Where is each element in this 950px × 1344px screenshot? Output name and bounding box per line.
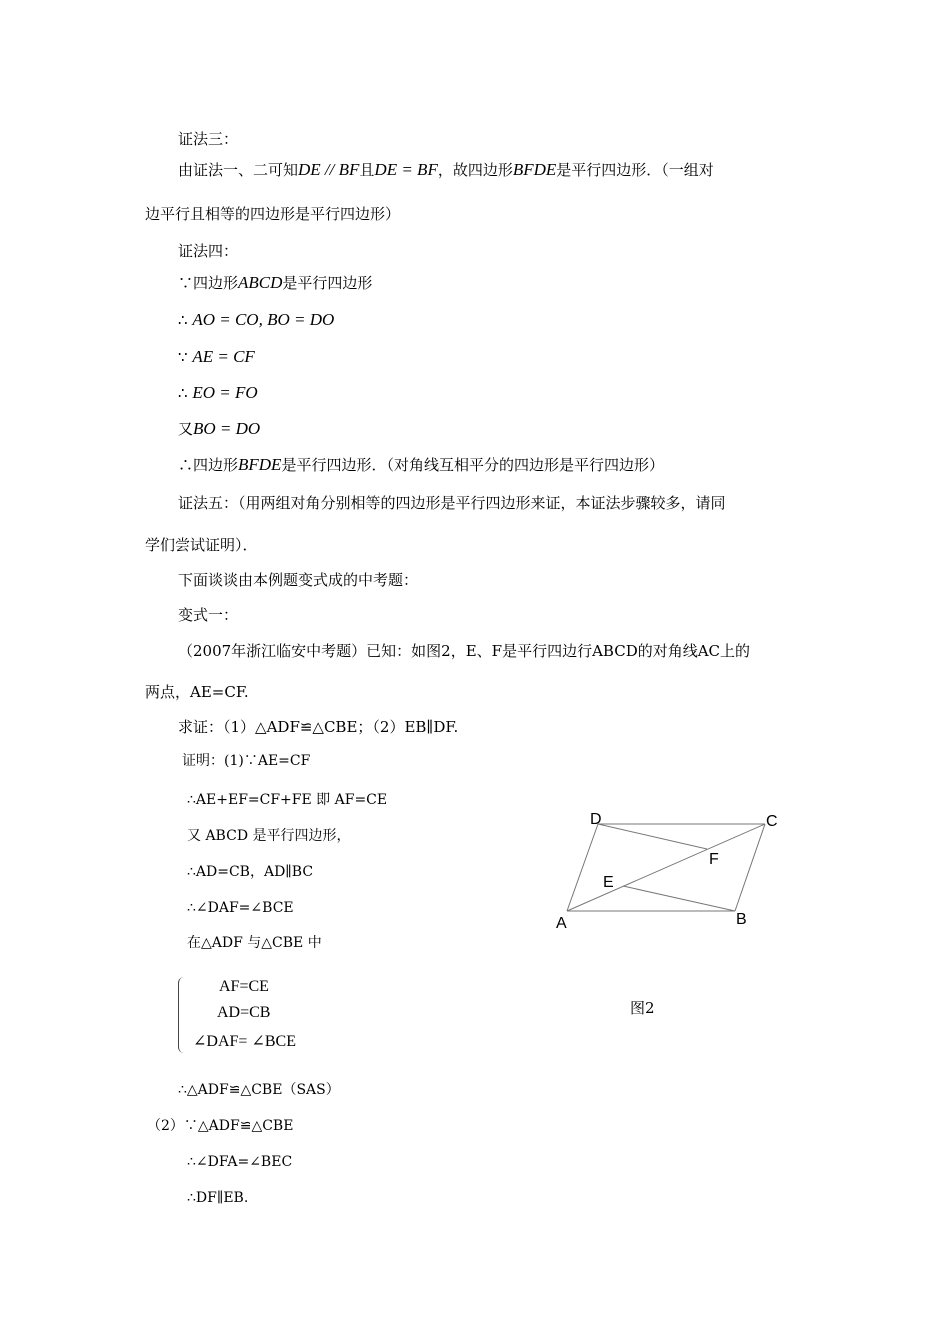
label-F: F xyxy=(709,851,719,868)
heading-proof-4: 证法四： xyxy=(178,242,239,260)
solution-step: 证明：(1)∵AE=CF xyxy=(182,753,311,769)
solution-step: ∴∠DAF=∠BCE xyxy=(187,900,294,916)
intro-variant: 下面谈谈由本例题变式成的中考题： xyxy=(178,571,419,589)
solution-step: ∴AE+EF=CF+FE 即 AF=CE xyxy=(187,792,388,808)
brace-condition: AD=CB xyxy=(217,1004,271,1021)
text: ，故四边形 xyxy=(437,161,513,179)
proof-5: 证法五：（用两组对角分别相等的四边形是平行四边形来证，本证法步骤较多，请同 xyxy=(178,494,726,512)
text: 又 xyxy=(178,420,194,438)
math: BFDE xyxy=(238,455,282,474)
proof-4-step xyxy=(178,273,372,293)
proof-5-cont: 学们尝试证明）． xyxy=(145,536,258,554)
solution-step: 在△ADF 与△CBE 中 xyxy=(187,935,322,951)
proof-4-step xyxy=(178,347,255,367)
text: 由证法一、二可知 xyxy=(178,161,299,179)
math: AE = CF xyxy=(192,347,255,366)
parallelogram-figure xyxy=(545,800,795,940)
label-D: D xyxy=(590,811,602,828)
text: 且 xyxy=(359,161,375,179)
brace xyxy=(178,977,187,1053)
edge-DA xyxy=(567,824,598,911)
label-E: E xyxy=(603,874,614,891)
solution-conclusion: ∴△ADF≌△CBE（SAS） xyxy=(178,1082,340,1098)
label-C: C xyxy=(766,813,778,830)
text: 是平行四边形．（一组对 xyxy=(556,161,714,179)
solution-step: ∴DF∥EB. xyxy=(187,1190,249,1206)
segment-BE xyxy=(623,886,735,911)
solution-step: 又 ABCD 是平行四边形， xyxy=(187,828,351,844)
text: ∵ xyxy=(178,348,188,366)
label-B: B xyxy=(736,911,747,928)
math: DE = BF xyxy=(374,160,438,179)
text: 是平行四边形 xyxy=(282,274,373,292)
math: ABCD xyxy=(238,273,283,292)
solution-step: ∴∠DFA=∠BEC xyxy=(187,1154,293,1170)
brace-condition: ∠DAF= ∠BCE xyxy=(193,1033,296,1050)
proof-4-step xyxy=(178,419,260,439)
proof-4-step xyxy=(178,383,258,403)
diagonal-AC xyxy=(567,824,765,911)
proof-4-step xyxy=(178,310,334,330)
figure-caption: 图2 xyxy=(630,999,655,1017)
heading-variant-1: 变式一： xyxy=(178,606,239,624)
math: BFDE xyxy=(512,160,557,179)
segment-DF xyxy=(598,824,707,849)
heading-proof-3: 证法三： xyxy=(178,130,239,148)
label-A: A xyxy=(556,915,567,932)
proof-3-line-cont: 边平行且相等的四边形是平行四边形） xyxy=(145,205,401,223)
proof-3-line xyxy=(178,160,714,180)
text: 是平行四边形．（对角线互相平分的四边形是平行四边形） xyxy=(281,456,664,474)
math: BO = DO xyxy=(193,419,261,438)
problem-statement: （2007年浙江临安中考题）已知：如图2，E、F是平行四边行ABCD的对角线AC上的 xyxy=(178,642,751,660)
solution-step: ∴AD=CB，AD∥BC xyxy=(187,864,314,880)
problem-statement-cont: 两点，AE=CF. xyxy=(145,683,249,701)
math: EO = FO xyxy=(192,383,258,402)
prove-goals: 求证：（1）△ADF≌△CBE；（2）EB∥DF. xyxy=(178,718,459,736)
text: ∴ xyxy=(178,384,188,402)
math: DE // BF xyxy=(298,160,360,179)
brace-condition: AF=CE xyxy=(219,978,269,995)
solution-step: （2）∵△ADF≌△CBE xyxy=(147,1118,294,1134)
parallelogram-diagram xyxy=(545,800,795,940)
edge-CB xyxy=(735,824,765,911)
text: ∵四边形 xyxy=(178,274,239,292)
text: ∴ xyxy=(178,311,188,329)
proof-4-step xyxy=(178,455,664,475)
math: AO = CO, BO = DO xyxy=(192,310,335,329)
text: ∴四边形 xyxy=(178,456,239,474)
